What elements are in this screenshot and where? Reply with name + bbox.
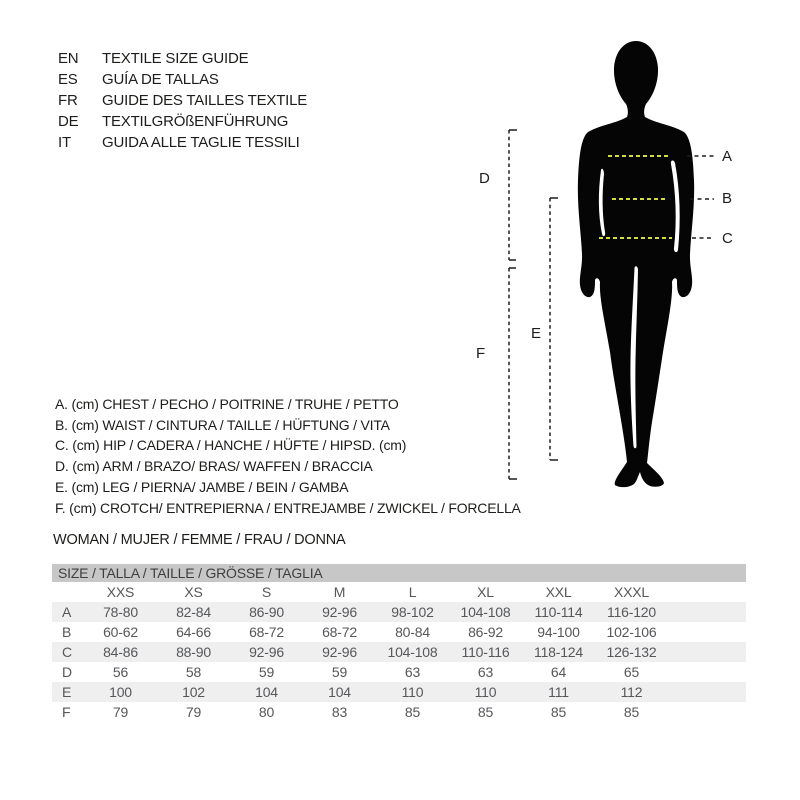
corner-cell [52, 582, 84, 602]
filler-cell [668, 602, 746, 622]
table-row-crotch [52, 702, 746, 722]
cell: 63 [404, 664, 421, 680]
cell: 102 [182, 684, 205, 700]
size-table [52, 582, 746, 722]
cell: 94-100 [537, 624, 580, 640]
cell: 59 [331, 664, 348, 680]
cell: 104-108 [460, 604, 511, 620]
legend-item-arm: D. (cm) ARM / BRAZO/ BRAS/ WAFFEN / BRACCIA [55, 458, 373, 475]
column-header: XXS [106, 584, 135, 600]
row-label: B [62, 624, 72, 640]
cell: 112 [620, 684, 643, 700]
language-code: ES [58, 71, 78, 88]
cell: 104 [328, 684, 351, 700]
cell: 110 [401, 684, 424, 700]
cell: 92-96 [249, 644, 284, 660]
cell: 80 [258, 704, 275, 720]
cell: 126-132 [606, 644, 657, 660]
measure-label-hip: C [722, 230, 733, 247]
cell: 80-84 [395, 624, 430, 640]
cell: 60-62 [103, 624, 138, 640]
column-header: XS [184, 584, 203, 600]
column-header: L [408, 584, 417, 600]
cell: 68-72 [322, 624, 357, 640]
language-code: FR [58, 92, 78, 109]
cell: 79 [112, 704, 129, 720]
cell: 85 [550, 704, 567, 720]
cell: 78-80 [103, 604, 138, 620]
legend-item-chest: A. (cm) CHEST / PECHO / POITRINE / TRUHE / PETTO [55, 396, 399, 412]
column-header: XL [477, 584, 494, 600]
cell: 65 [623, 664, 640, 680]
cell: 92-96 [322, 604, 357, 620]
cell: 82-84 [176, 604, 211, 620]
filler-cell [668, 682, 746, 702]
size-columns-row [52, 582, 746, 602]
cell: 102-106 [606, 624, 657, 640]
filler-cell [668, 582, 746, 602]
table-row-arm [52, 662, 746, 682]
row-label: C [62, 644, 72, 660]
filler-cell [668, 622, 746, 642]
cell: 110-114 [534, 604, 583, 620]
cell: 86-92 [468, 624, 503, 640]
cell: 68-72 [249, 624, 284, 640]
guide-title: GUIDE DES TAILLES TEXTILE [102, 92, 308, 109]
size-table-header-bar: SIZE / TALLA / TAILLE / GRÖSSE / TAGLIA [52, 564, 746, 582]
row-label: F [62, 704, 71, 720]
legend-item-waist: B. (cm) WAIST / CINTURA / TAILLE / HÜFTUNG / VITA [55, 416, 390, 433]
measure-label-arm: D [479, 170, 490, 187]
column-header: M [333, 584, 346, 600]
cell: 63 [477, 664, 494, 680]
row-label: D [62, 664, 72, 680]
filler-cell [668, 662, 746, 682]
woman-silhouette [578, 41, 694, 487]
measure-label-waist: B [722, 190, 733, 207]
cell: 84-86 [103, 644, 138, 660]
cell: 85 [623, 704, 640, 720]
filler-cell [668, 702, 746, 722]
cell: 86-90 [249, 604, 284, 620]
cell: 116-120 [607, 604, 656, 620]
gender-title: WOMAN / MUJER / FEMME / FRAU / DONNA [53, 532, 346, 548]
cell: 85 [477, 704, 494, 720]
cell: 88-90 [176, 644, 211, 660]
cell: 110-116 [461, 644, 510, 660]
cell: 104-108 [387, 644, 438, 660]
table-row-waist [52, 622, 746, 642]
guide-title: GUÍA DE TALLAS [102, 71, 219, 88]
cell: 58 [185, 664, 202, 680]
guide-title: TEXTILGRÖßENFÜHRUNG [102, 113, 289, 130]
cell: 64 [550, 664, 567, 680]
cell: 98-102 [391, 604, 434, 620]
legend-item-hip: C. (cm) HIP / CADERA / HANCHE / HÜFTE / HIPSD. (cm) [55, 437, 407, 454]
cell: 85 [404, 704, 421, 720]
legend-item-crotch: F. (cm) CROTCH/ ENTREPIERNA / ENTREJAMBE / ZWICKEL / FORCELLA [55, 499, 521, 516]
guide-title: TEXTILE SIZE GUIDE [102, 50, 249, 67]
filler-cell [668, 642, 746, 662]
language-code: EN [58, 50, 79, 67]
column-header: XXL [545, 584, 572, 600]
table-row-hip [52, 642, 746, 662]
measure-label-chest: A [722, 148, 733, 165]
cell: 110 [474, 684, 497, 700]
measurement-legend [55, 394, 521, 518]
cell: 79 [185, 704, 202, 720]
row-label: E [62, 684, 72, 700]
measure-label-leg: E [531, 325, 542, 342]
table-row-chest [52, 602, 746, 622]
size-table-section [52, 564, 746, 722]
measure-label-crotch: F [476, 345, 486, 362]
table-row-leg [52, 682, 746, 702]
cell: 59 [258, 664, 275, 680]
guide-title: GUIDA ALLE TAGLIE TESSILI [102, 134, 300, 151]
language-code: DE [58, 113, 79, 130]
cell: 118-124 [534, 644, 583, 660]
cell: 56 [112, 664, 129, 680]
column-header: XXXL [614, 584, 649, 600]
cell: 100 [109, 684, 132, 700]
cell: 83 [331, 704, 348, 720]
row-label: A [62, 604, 72, 620]
cell: 104 [255, 684, 278, 700]
language-code: IT [58, 134, 71, 151]
column-header: S [261, 584, 272, 600]
legend-item-leg: E. (cm) LEG / PIERNA/ JAMBE / BEIN / GAMBA [55, 478, 349, 495]
cell: 92-96 [322, 644, 357, 660]
cell: 111 [548, 684, 569, 700]
cell: 64-66 [176, 624, 211, 640]
